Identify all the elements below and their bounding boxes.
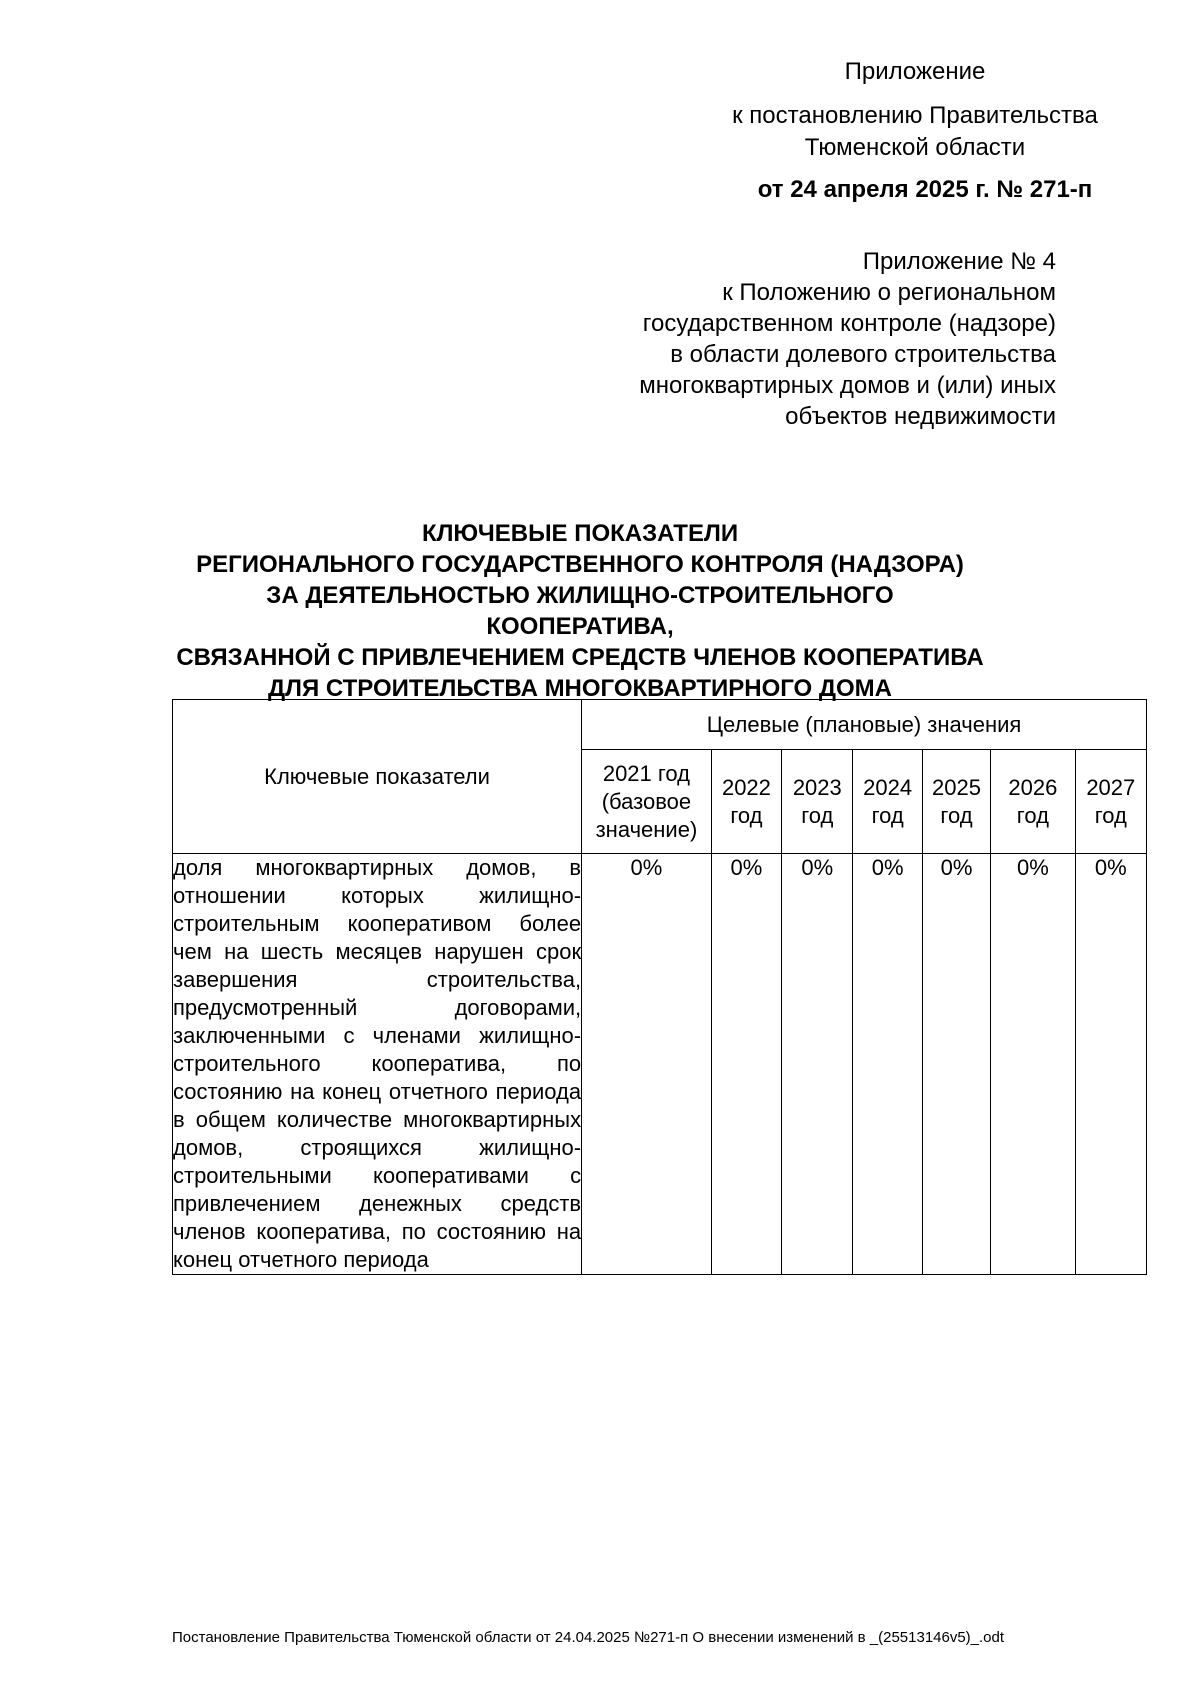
value-2025: 0% bbox=[922, 854, 990, 1275]
year-header-2026: 2026 год bbox=[991, 750, 1075, 854]
targets-column-header: Целевые (плановые) значения bbox=[582, 700, 1147, 750]
kpi-table bbox=[172, 699, 1147, 1275]
indicator-column-header: Ключевые показатели bbox=[173, 700, 582, 854]
title-line: КЛЮЧЕВЫЕ ПОКАЗАТЕЛИ bbox=[421, 520, 739, 547]
date-number: от 24 апреля 2025 г. № 271-п bbox=[757, 176, 1093, 203]
indicator-description: доля многоквартирных домов, в отношении которых жилищно-строительным кооперативом более чем на шесть месяцев нарушен срок завершения строительства, предусмотренный договорами, заключенными с членами жилищно-строительного кооператива, по состоянию на конец отчетного периода в общем количестве многоквартирных домов, строящихся жилищно-строительными кооперативами с привлечением денежных средств членов кооператива, по состоянию на конец отчетного периода bbox=[173, 854, 582, 1275]
title-line: ЗА ДЕЯТЕЛЬНОСТЬЮ ЖИЛИЩНО-СТРОИТЕЛЬНОГО КООПЕРАТИВА, bbox=[266, 582, 894, 640]
year-header-2022: 2022 год bbox=[711, 750, 781, 854]
annex4-line: объектов недвижимости bbox=[785, 403, 1056, 430]
annex4-line: в области долевого строительства bbox=[670, 341, 1056, 368]
value-2021: 0% bbox=[582, 854, 712, 1275]
year-header-2027: 2027 год bbox=[1075, 750, 1146, 854]
resolution-date-number bbox=[700, 174, 1150, 206]
annex4-block bbox=[639, 246, 1056, 432]
table-row bbox=[173, 854, 1147, 1275]
resolution-line-2: Тюменской области bbox=[804, 134, 1026, 161]
value-2026: 0% bbox=[991, 854, 1075, 1275]
value-2022: 0% bbox=[711, 854, 781, 1275]
annex4-line: Приложение № 4 bbox=[862, 248, 1056, 275]
annex-header bbox=[770, 56, 1060, 88]
year-header-2025: 2025 год bbox=[922, 750, 990, 854]
annex4-line: государственном контроле (надзоре) bbox=[642, 310, 1056, 337]
table-header-row bbox=[173, 700, 1147, 750]
page-footer: Постановление Правительства Тюменской области от 24.04.2025 №271-п О внесении изменений в _(25513146v5)_.odt bbox=[172, 1629, 1005, 1646]
year-header-2023: 2023 год bbox=[782, 750, 853, 854]
title-line: ДЛЯ СТРОИТЕЛЬСТВА МНОГОКВАРТИРНОГО ДОМА bbox=[268, 675, 892, 702]
annex4-line: многоквартирных домов и (или) иных bbox=[639, 372, 1056, 399]
year-header-2024: 2024 год bbox=[853, 750, 922, 854]
annex-label: Приложение bbox=[844, 58, 986, 85]
year-header-2021: 2021 год (базовое значение) bbox=[582, 750, 712, 854]
resolution-line-1: к постановлению Правительства bbox=[732, 102, 1098, 129]
title-line: РЕГИОНАЛЬНОГО ГОСУДАРСТВЕННОГО КОНТРОЛЯ (НАДЗОРА) bbox=[196, 551, 964, 578]
resolution-reference bbox=[680, 100, 1150, 164]
document-title bbox=[170, 518, 990, 704]
value-2024: 0% bbox=[853, 854, 922, 1275]
annex4-line: к Положению о региональном bbox=[722, 279, 1056, 306]
value-2023: 0% bbox=[782, 854, 853, 1275]
title-line: СВЯЗАННОЙ С ПРИВЛЕЧЕНИЕМ СРЕДСТВ ЧЛЕНОВ КООПЕРАТИВА bbox=[176, 644, 984, 671]
value-2027: 0% bbox=[1075, 854, 1146, 1275]
